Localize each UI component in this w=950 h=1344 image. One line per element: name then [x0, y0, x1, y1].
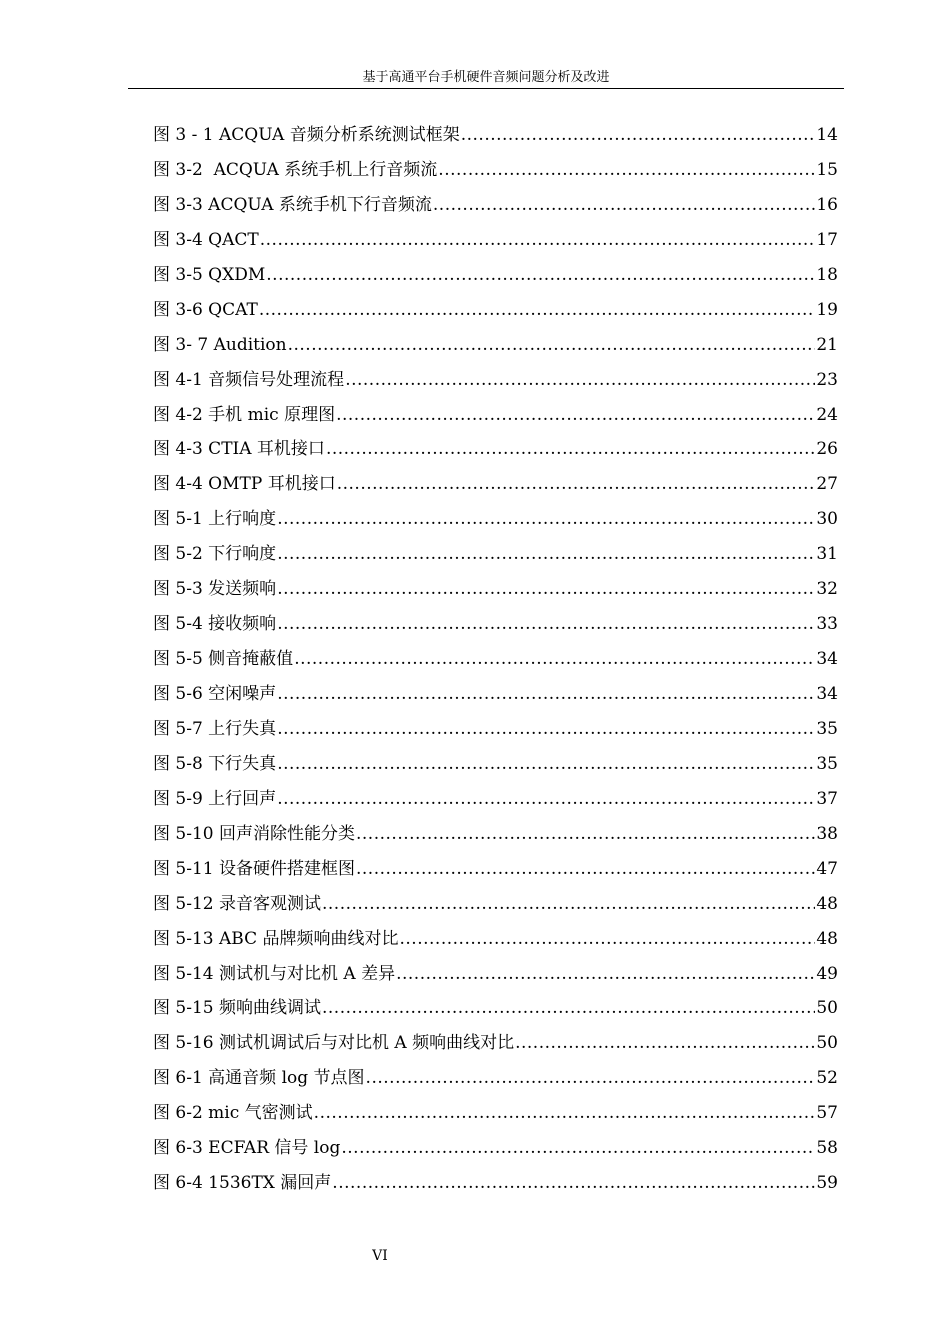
toc-dot-leader: [277, 507, 815, 531]
toc-entry-page: 23: [816, 369, 838, 390]
toc-entry[interactable]: [153, 403, 838, 438]
toc-entry-title: 图 5-16 测试机调试后与对比机 A 频响曲线对比: [153, 1033, 515, 1054]
toc-entry-page: 32: [816, 579, 838, 600]
toc-entry-page: 33: [816, 614, 838, 635]
toc-dot-leader: [356, 822, 815, 846]
toc-entry-page: 59: [816, 1173, 838, 1194]
toc-entry[interactable]: [153, 682, 838, 717]
toc-entry-page: 52: [816, 1068, 838, 1089]
toc-entry[interactable]: [153, 333, 838, 368]
toc-dot-leader: [438, 158, 815, 182]
toc-entry-page: 48: [816, 893, 838, 914]
toc-entry-title: 图 5-6 空闲噪声: [153, 684, 277, 704]
toc-dot-leader: [366, 1066, 816, 1090]
toc-dot-leader: [277, 542, 815, 566]
page-footer: [0, 1248, 760, 1264]
toc-entry-page: 35: [816, 753, 838, 774]
toc-entry[interactable]: [153, 507, 838, 542]
toc-entry[interactable]: [153, 158, 838, 193]
toc-entry-page: 31: [816, 544, 838, 565]
toc-entry[interactable]: [153, 717, 838, 752]
toc-entry-title: 图 5-11 设备硬件搭建框图: [153, 858, 355, 879]
toc-entry-page: 47: [816, 858, 838, 879]
toc-entry-title: 图 5-15 频响曲线调试: [153, 998, 321, 1019]
toc-entry-title: 图 5-3 发送频响: [153, 579, 277, 600]
toc-dot-leader: [277, 577, 815, 601]
toc-entry[interactable]: [153, 1031, 838, 1066]
toc-dot-leader: [277, 752, 815, 776]
toc-entry[interactable]: [153, 1171, 838, 1206]
toc-dot-leader: [337, 472, 816, 496]
toc-entry[interactable]: [153, 892, 838, 927]
toc-entry-title: 图 4-4 OMTP 耳机接口: [153, 474, 336, 495]
toc-entry[interactable]: [153, 193, 838, 228]
toc-dot-leader: [277, 612, 815, 636]
toc-entry[interactable]: [153, 123, 838, 158]
toc-entry-page: 15: [816, 159, 838, 180]
toc-entry-title: 图 5-1 上行响度: [153, 509, 277, 530]
toc-entry-title: 图 5-8 下行失真: [153, 753, 277, 774]
toc-entry-page: 17: [816, 229, 838, 250]
toc-entry-title: 图 5-10 回声消除性能分类: [153, 823, 355, 844]
toc-entry[interactable]: [153, 368, 838, 403]
toc-entry-title: 图 3-6 QCAT: [153, 299, 258, 320]
toc-dot-leader: [433, 193, 815, 217]
toc-dot-leader: [294, 647, 815, 671]
toc-entry-title: 图 6-3 ECFAR 信号 log: [153, 1138, 341, 1159]
toc-entry-title: 图 4-1 音频信号处理流程: [153, 369, 345, 390]
toc-entry[interactable]: [153, 577, 838, 612]
toc-entry-page: 34: [816, 649, 838, 670]
toc-entry-page: 58: [816, 1138, 838, 1159]
toc-entry-title: 图 6-4 1536TX 漏回声: [153, 1173, 332, 1194]
toc-dot-leader: [345, 368, 815, 392]
toc-entry[interactable]: [153, 542, 838, 577]
toc-entry-title: 图 5-13 ABC 品牌频响曲线对比: [153, 928, 399, 949]
toc-dot-leader: [461, 123, 816, 147]
toc-entry[interactable]: [153, 787, 838, 822]
toc-dot-leader: [260, 228, 816, 252]
toc-entry-title: 图 6-1 高通音频 log 节点图: [153, 1068, 365, 1089]
toc-entry[interactable]: [153, 228, 838, 263]
page-header: [128, 70, 844, 89]
toc-entry-title: 图 5-2 下行响度: [153, 544, 277, 565]
toc-entry-page: 24: [816, 404, 838, 425]
toc-dot-leader: [515, 1031, 815, 1055]
toc-entry-page: 19: [816, 299, 838, 320]
toc-dot-leader: [396, 962, 815, 986]
toc-entry-title: 图 5-7 上行失真: [153, 718, 277, 739]
toc-entry[interactable]: [153, 1066, 838, 1101]
toc-dot-leader: [259, 298, 816, 322]
toc-entry[interactable]: [153, 437, 838, 472]
toc-entry-page: 50: [816, 998, 838, 1019]
toc-entry-page: 34: [816, 684, 838, 704]
toc-entry-title: 图 4-2 手机 mic 原理图: [153, 404, 336, 425]
toc-entry-page: 21: [816, 334, 838, 355]
toc-entry-page: 38: [816, 823, 838, 844]
toc-entry[interactable]: [153, 472, 838, 507]
toc-entry-title: 图 3-5 QXDM: [153, 264, 266, 285]
toc-entry[interactable]: [153, 857, 838, 892]
toc-entry-title: 图 3-4 QACT: [153, 229, 259, 250]
toc-entry[interactable]: [153, 822, 838, 857]
toc-dot-leader: [322, 996, 815, 1020]
toc-dot-leader: [341, 1136, 815, 1160]
toc-entry-page: 27: [816, 474, 838, 495]
toc-entry[interactable]: [153, 962, 838, 997]
toc-entry-title: 图 5-14 测试机与对比机 A 差异: [153, 963, 396, 984]
toc-dot-leader: [322, 892, 815, 916]
toc-dot-leader: [314, 1101, 816, 1125]
toc-entry-title: 图 3-2 ACQUA 系统手机上行音频流: [153, 159, 438, 180]
toc-entry[interactable]: [153, 263, 838, 298]
toc-dot-leader: [266, 263, 815, 287]
toc-entry-title: 图 4-3 CTIA 耳机接口: [153, 439, 325, 460]
toc-entry-page: 37: [816, 788, 838, 809]
toc-entry-page: 48: [816, 928, 838, 949]
toc-entry-title: 图 3- 7 Audition: [153, 334, 287, 355]
toc-entry[interactable]: [153, 612, 838, 647]
toc-entry[interactable]: [153, 996, 838, 1031]
toc-entry[interactable]: [153, 927, 838, 962]
toc-dot-leader: [356, 857, 815, 881]
toc-entry-page: 18: [816, 264, 838, 285]
toc-entry-page: 26: [816, 439, 838, 460]
toc-entry-title: 图 5-4 接收频响: [153, 614, 277, 635]
toc-dot-leader: [277, 717, 815, 741]
toc-dot-leader: [326, 437, 815, 461]
toc-entry-page: 30: [816, 509, 838, 530]
toc-entry-page: 16: [816, 194, 838, 215]
toc-entry-page: 14: [816, 125, 838, 145]
toc-entry-title: 图 5-12 录音客观测试: [153, 893, 321, 914]
toc-dot-leader: [332, 1171, 815, 1195]
toc-entry[interactable]: [153, 1101, 838, 1136]
toc-dot-leader: [400, 927, 816, 951]
toc-dot-leader: [277, 787, 815, 811]
toc-dot-leader: [277, 682, 815, 706]
toc-entry-title: 图 3 - 1 ACQUA 音频分析系统测试框架: [153, 125, 460, 145]
toc-entry-title: 图 3-3 ACQUA 系统手机下行音频流: [153, 194, 432, 215]
toc-entry-title: 图 6-2 mic 气密测试: [153, 1103, 313, 1124]
toc-entry[interactable]: [153, 647, 838, 682]
toc-entry-title: 图 5-5 侧音掩蔽值: [153, 649, 294, 670]
list-of-figures: [153, 123, 838, 1206]
toc-entry[interactable]: [153, 1136, 838, 1171]
page-number: VI: [372, 1248, 388, 1264]
toc-entry[interactable]: [153, 298, 838, 333]
header-title: 基于高通平台手机硬件音频问题分析及改进: [362, 70, 610, 85]
toc-dot-leader: [336, 403, 815, 427]
toc-entry-page: 49: [816, 963, 838, 984]
toc-entry[interactable]: [153, 752, 838, 787]
toc-entry-page: 57: [816, 1103, 838, 1124]
toc-dot-leader: [288, 333, 816, 357]
toc-entry-page: 50: [816, 1033, 838, 1054]
toc-entry-title: 图 5-9 上行回声: [153, 788, 277, 809]
toc-entry-page: 35: [816, 718, 838, 739]
